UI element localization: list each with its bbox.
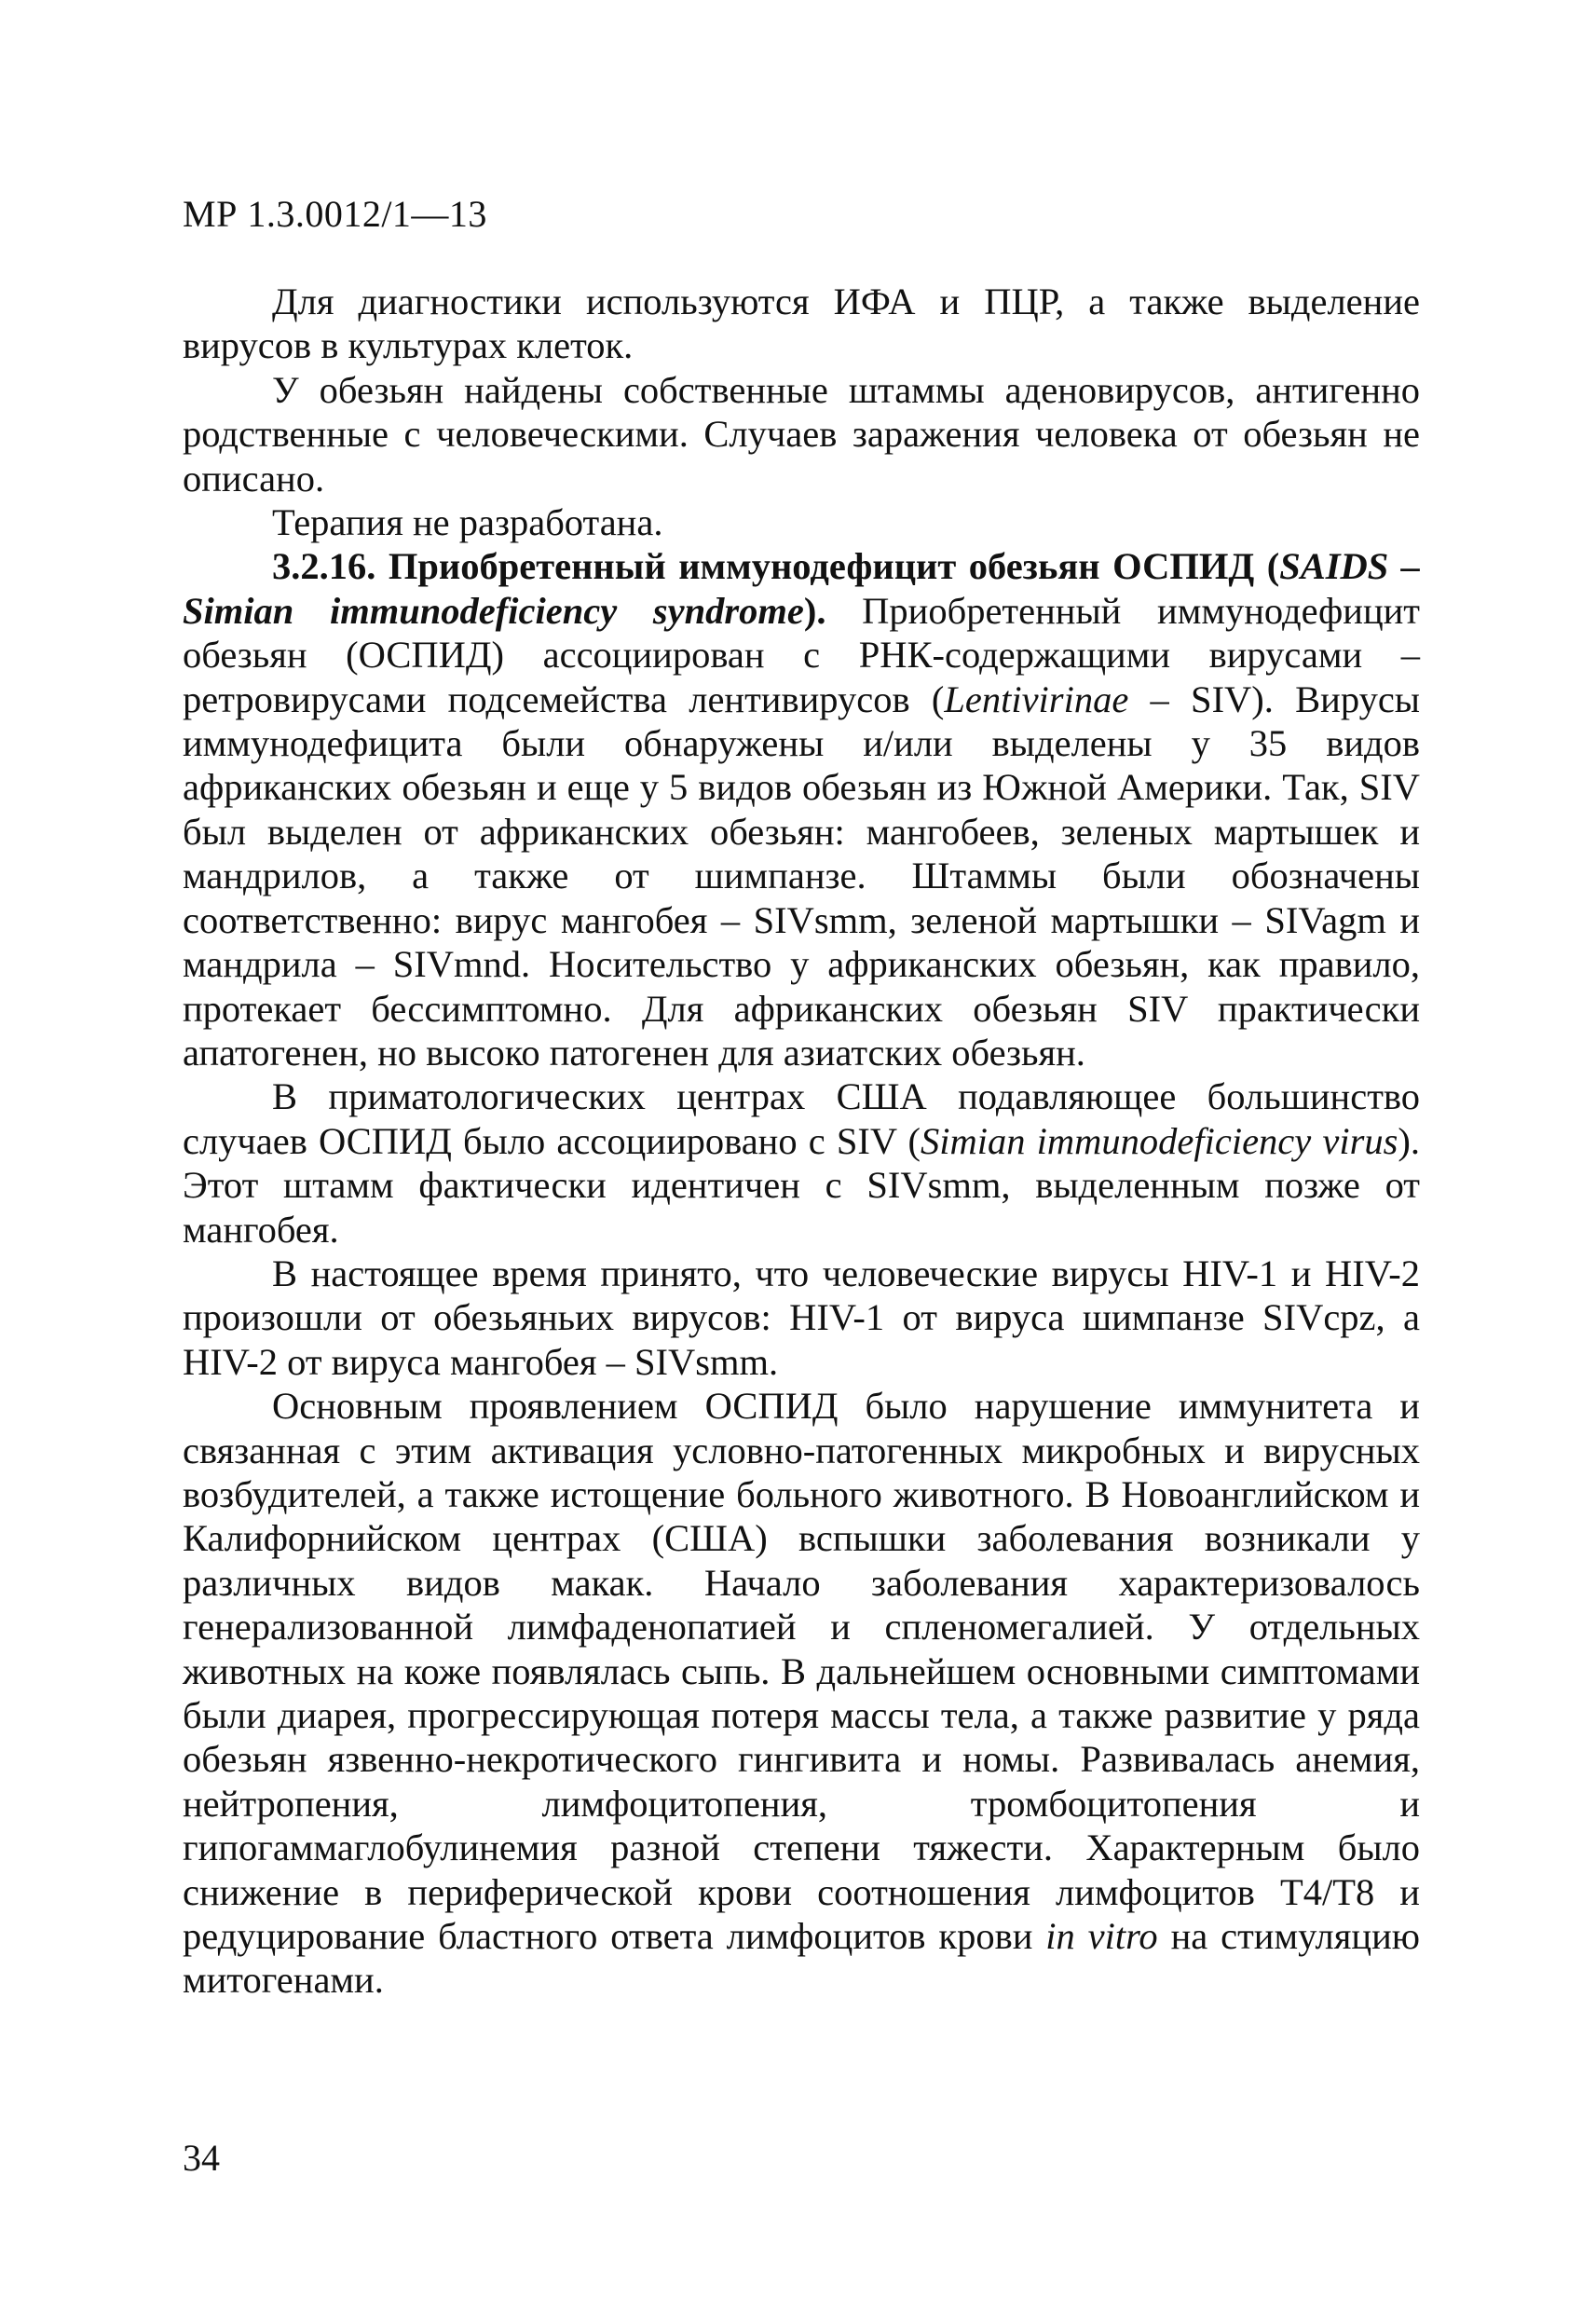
paragraph-therapy [183,500,1420,544]
paragraph-saids-manifestation [183,1384,1420,2003]
italic-term: Simian immunodeficiency virus [920,1119,1398,1162]
paragraph-text: Для диагностики используются ИФА и ПЦР, а также выделение вирусов в культурах клеток. [183,280,1420,367]
paragraph-text: У обезьян найдены собственные штаммы аденовирусов, антигенно родственные с человеческими. Случаев заражения человека от обезьян не описано. [183,368,1420,499]
paragraph-monkey-adenovirus [183,368,1420,500]
paragraph-text: В настоящее время принято, что человеческие вирусы HIV-1 и HIV-2 произошли от обезьяньих вирусов: HIV-1 от вируса шимпанзе SIVcpz, а HIV-2 от вируса мангобея – SIVsmm. [183,1252,1420,1383]
paragraph-saids-section [183,544,1420,1074]
page-number: 34 [183,2137,220,2179]
paragraph-usa-centers [183,1074,1420,1252]
paragraph-text: Приобретенный иммунодефицит обезьян (ОСПИД) ассоциирован с РНК-содержащими вирусами – ретровирусами подсемейства лентивирусов ( [183,589,1420,720]
paragraph-text: В приматологических центрах США подавляющее большинство случаев ОСПИД было ассоциировано с SIV ( [183,1075,1420,1162]
section-heading-close: ). [803,589,826,632]
document-code-header: МР 1.3.0012/1—13 [183,193,487,235]
section-heading-text: 3.2.16. Приобретенный иммунодефицит обезьян ОСПИД ( [272,545,1280,588]
paragraph-text: ). Этот штамм фактически идентичен с SIVsmm, выделенным позже от мангобея. [183,1119,1420,1251]
paragraph-text: Основным проявлением ОСПИД было нарушение иммунитета и связанная с этим активация условно-патогенных микробных и вирусных возбудителей, а также истощение больного животного. В Новоанглийском и Калифорнийском центрах (США) вспышки заболевания возникали у различных видов макак. Начало заболевания характеризовалось генерализованной лимфаденопатией и спленомегалией. У отдельных животных на коже появлялась сыпь. В дальнейшем основными симптомами были диарея, прогрессирующая потеря массы тела, а также развитие у ряда обезьян язвенно-некротического гингивита и номы. Развивалась анемия, нейтропения, лимфоцитопения, тромбоцитопения и гипогаммаглобулинемия разной степени тяжести. Характерным было снижение в периферической крови соотношения лимфоцитов T4/T8 и редуцирование бластного ответа лимфоцитов крови [183,1385,1420,1958]
paragraph-text: на стимуляцию митогенами. [183,1915,1420,2002]
paragraph-text: Терапия не разработана. [272,501,663,544]
paragraph-diagnostics [183,280,1420,368]
document-body [183,280,1420,2003]
section-heading-italic: SAIDS – Simian immunodeficiency syndrome [183,545,1420,632]
italic-term: in vitro [1045,1915,1158,1958]
paragraph-hiv-origin [183,1252,1420,1384]
paragraph-text: – SIV). Вирусы иммунодефицита были обнаружены и/или выделены у 35 видов африканских обезьян и еще у 5 видов обезьян из Южной Америки. Так, SIV был выделен от африканских обезьян: мангобеев, зеленых мартышек и мандрилов, а также от шимпанзе. Штаммы были обозначены соответственно: вирус мангобея – SIVsmm, зеленой мартышки – SIVagm и мандрила – SIVmnd. Носительство у африканских обезьян, как правило, протекает бессимптомно. Для африканских обезьян SIV практически апатогенен, но высоко патогенен для азиатских обезьян. [183,677,1420,1074]
italic-term: Lentivirinae [944,677,1129,720]
